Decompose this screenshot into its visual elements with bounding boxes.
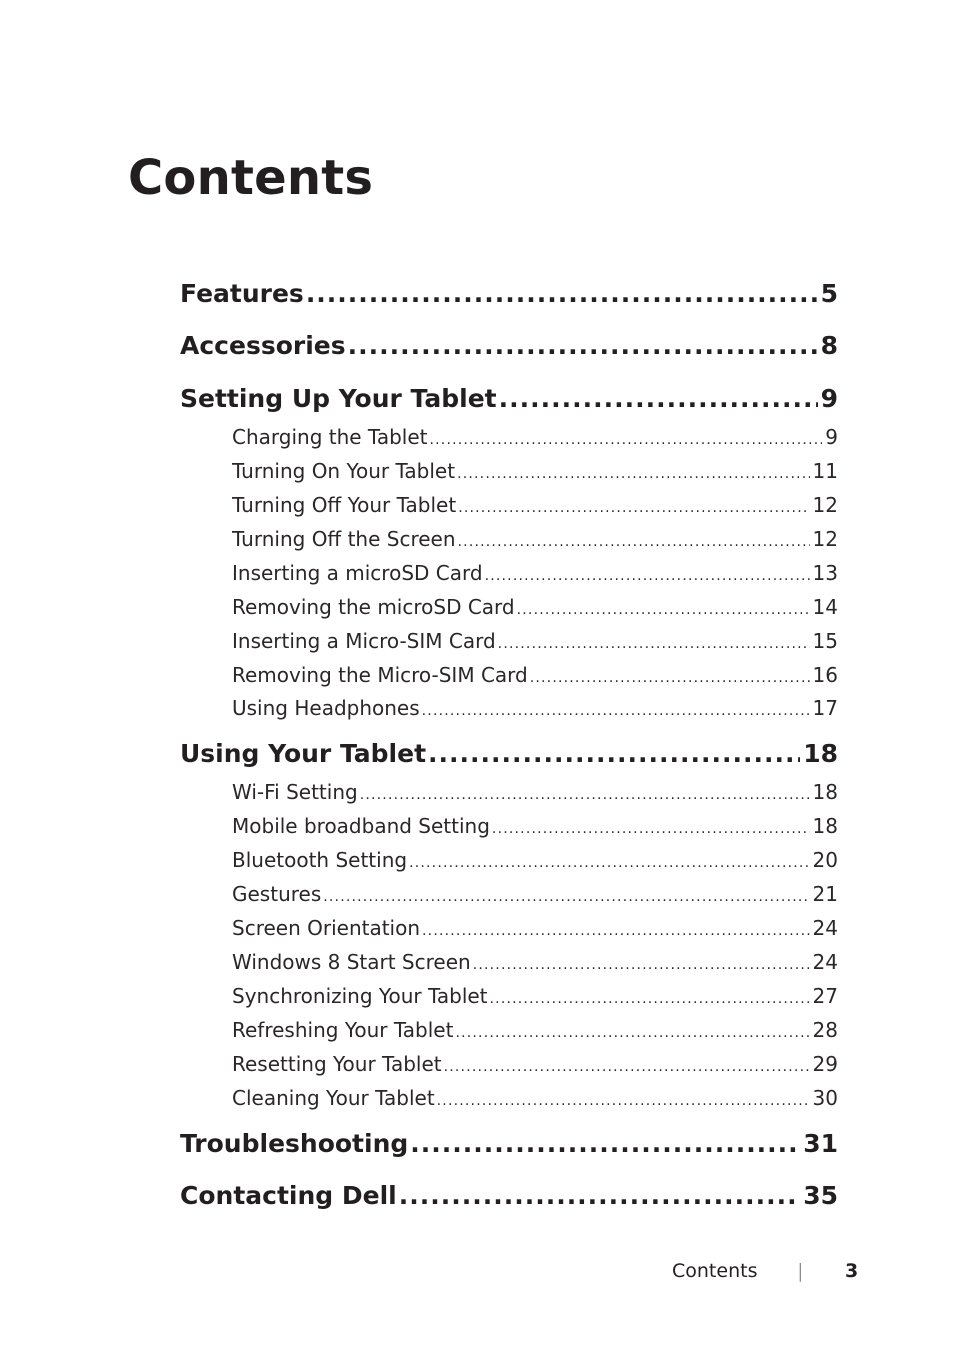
toc-entry-label: Windows 8 Start Screen [232,950,471,974]
toc-entry[interactable] [180,1181,838,1210]
toc-entry[interactable] [232,882,838,906]
toc-entry[interactable] [232,1018,838,1042]
dot-leader [458,500,809,516]
toc-entry-label: Wi-Fi Setting [232,780,358,804]
toc-entry-label: Cleaning Your Tablet [232,1086,435,1110]
toc-entry-page: 28 [812,1018,838,1042]
footer-separator: | [797,1260,804,1282]
toc-entry-label: Resetting Your Tablet [232,1052,442,1076]
toc-entry-page: 24 [812,916,838,940]
toc-entry-label: Synchronizing Your Tablet [232,984,488,1008]
toc-entry-page: 20 [812,848,838,872]
dot-leader [360,787,810,803]
toc-entry-page: 14 [812,595,838,619]
toc-entry-label: Using Your Tablet [180,739,427,768]
toc-entry-label: Contacting Dell [180,1181,397,1210]
dot-leader [498,636,810,652]
toc-entry-page: 18 [803,739,838,768]
dot-leader [485,568,810,584]
toc-entry-label: Turning On Your Tablet [232,459,456,483]
toc-entry-page: 18 [812,814,838,838]
toc-entry[interactable] [232,663,838,687]
dot-leader [348,331,818,360]
footer-label: Contents [672,1260,758,1282]
footer-page-number: 3 [845,1260,859,1282]
dot-leader [457,466,809,482]
dot-leader [306,279,818,308]
toc-entry[interactable] [232,916,838,940]
dot-leader [455,1025,809,1041]
toc-entry[interactable] [232,493,838,517]
dot-leader [458,534,810,550]
toc-entry[interactable] [180,384,838,413]
toc-entry[interactable] [180,279,838,308]
dot-leader [437,1093,810,1109]
dot-leader [422,923,810,939]
toc-entry[interactable] [232,595,838,619]
toc-entry-label: Turning Off the Screen [232,527,456,551]
toc-entry-page: 18 [812,780,838,804]
toc-entry-label: Screen Orientation [232,916,421,940]
toc-entry-page: 13 [812,561,838,585]
dot-leader [444,1059,810,1075]
toc-entry-label: Mobile broadband Setting [232,814,490,838]
toc-entry-page: 17 [812,696,838,720]
toc-entry[interactable] [232,459,838,483]
toc-entry-page: 8 [820,331,838,360]
toc-entry-label: Gestures [232,882,322,906]
toc-entry-page: 35 [803,1181,838,1210]
toc-entry[interactable] [232,984,838,1008]
toc-entry-label: Accessories [180,331,346,360]
toc-entry[interactable] [232,814,838,838]
dot-leader [517,602,810,618]
toc-entry-page: 5 [820,279,838,308]
toc-entry-label: Features [180,279,304,308]
toc-entry[interactable] [232,527,838,551]
toc-entry-label: Inserting a Micro-SIM Card [232,629,496,653]
toc-entry-label: Removing the Micro-SIM Card [232,663,528,687]
dot-leader [430,432,823,448]
toc-entry[interactable] [180,331,838,360]
toc-entry-page: 16 [812,663,838,687]
toc-entry-page: 27 [812,984,838,1008]
dot-leader [422,703,810,719]
page-footer [672,1260,862,1286]
toc-entry-page: 9 [820,384,838,413]
toc-entry-page: 12 [812,493,838,517]
toc-entry-label: Removing the microSD Card [232,595,515,619]
toc-entry[interactable] [232,848,838,872]
toc-entry-label: Turning Off Your Tablet [232,493,457,517]
toc-entry-page: 11 [812,459,838,483]
dot-leader [530,670,810,686]
toc-entry-label: Bluetooth Setting [232,848,408,872]
toc-entry[interactable] [232,561,838,585]
toc-entry[interactable] [232,950,838,974]
dot-leader [473,957,810,973]
toc-entry[interactable] [232,696,838,720]
toc-entry-page: 12 [812,527,838,551]
toc-entry-page: 30 [812,1086,838,1110]
toc-entry-page: 31 [803,1129,838,1158]
toc-entry-label: Using Headphones [232,696,420,720]
toc-entry-label: Refreshing Your Tablet [232,1018,454,1042]
dot-leader [428,739,800,768]
toc-entry[interactable] [232,1086,838,1110]
page-title: Contents [128,150,374,206]
dot-leader [399,1181,800,1210]
toc-entry-page: 29 [812,1052,838,1076]
toc-entry-label: Charging the Tablet [232,425,428,449]
toc-entry-page: 21 [812,882,838,906]
toc-entry-page: 9 [825,425,838,449]
toc-entry[interactable] [180,1129,838,1158]
dot-leader [409,855,809,871]
toc-entry[interactable] [180,739,838,768]
toc-entry[interactable] [232,629,838,653]
toc-entry-page: 15 [812,629,838,653]
toc-entry-page: 24 [812,950,838,974]
dot-leader [490,991,810,1007]
toc-entry[interactable] [232,425,838,449]
toc-entry-label: Troubleshooting [180,1129,409,1158]
toc-entry[interactable] [232,780,838,804]
dot-leader [323,889,809,905]
dot-leader [499,384,818,413]
dot-leader [410,1129,800,1158]
toc-entry-label: Inserting a microSD Card [232,561,483,585]
dot-leader [492,821,810,837]
toc-entry-label: Setting Up Your Tablet [180,384,497,413]
toc-entry[interactable] [232,1052,838,1076]
